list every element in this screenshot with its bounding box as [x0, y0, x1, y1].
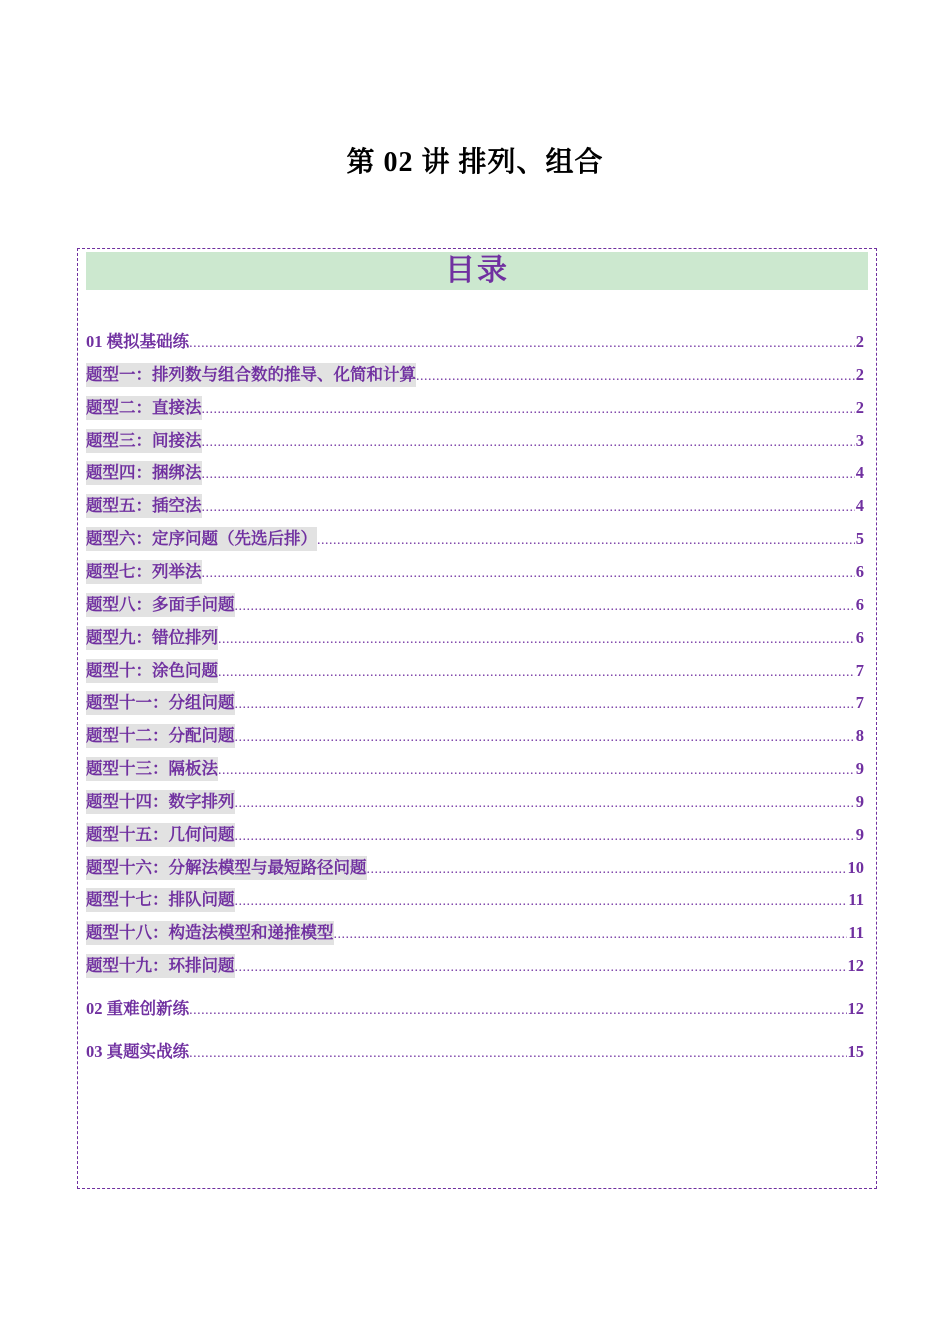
- toc-entry-page-number: 9: [855, 791, 864, 811]
- toc-entry-page-number: 4: [855, 496, 864, 516]
- toc-leader-dots: [202, 400, 855, 420]
- toc-entry-page-number: 2: [855, 332, 864, 351]
- toc-entry-page-number: 6: [855, 594, 864, 614]
- toc-entry[interactable]: [86, 330, 864, 354]
- toc-entry[interactable]: [86, 461, 864, 485]
- toc-entry[interactable]: [86, 560, 864, 584]
- toc-entry-label: 题型十一：分组问题: [86, 691, 235, 715]
- toc-entry-label: 题型九：错位排列: [86, 626, 218, 650]
- toc-entry[interactable]: [86, 659, 864, 683]
- toc-entry-page-number: 6: [855, 627, 864, 647]
- toc-entry-page-number: 12: [847, 956, 864, 976]
- toc-leader-dots: [235, 827, 855, 847]
- toc-leader-dots: [235, 958, 847, 978]
- toc-heading: 目录: [86, 252, 868, 290]
- toc-leader-dots: [235, 695, 855, 715]
- toc-leader-dots: [189, 334, 855, 354]
- toc-entry[interactable]: [86, 626, 864, 650]
- toc-leader-dots: [235, 597, 855, 617]
- toc-entry-label: 题型十四：数字排列: [86, 790, 235, 814]
- toc-leader-dots: [235, 728, 855, 748]
- table-of-contents: [77, 248, 877, 1189]
- toc-entry-label: 题型四：捆绑法: [86, 461, 202, 485]
- toc-entry-page-number: 15: [847, 1042, 864, 1061]
- toc-entry-page-number: 8: [855, 726, 864, 746]
- toc-entry[interactable]: [86, 757, 864, 781]
- toc-leader-dots: [416, 367, 855, 387]
- toc-leader-dots: [218, 663, 855, 683]
- toc-entry-label: 题型七：列举法: [86, 560, 202, 584]
- toc-leader-dots: [218, 630, 855, 650]
- toc-entry-label: 题型一：排列数与组合数的推导、化简和计算: [86, 363, 416, 387]
- toc-entry-label: 02 重难创新练: [86, 999, 190, 1018]
- toc-leader-dots: [189, 1044, 846, 1064]
- toc-entry-label: 题型十三：隔板法: [86, 757, 218, 781]
- toc-entry[interactable]: [86, 856, 864, 880]
- toc-entry[interactable]: [86, 593, 864, 617]
- toc-leader-dots: [235, 794, 855, 814]
- toc-entry-label: 题型十：涂色问题: [86, 659, 218, 683]
- toc-entry-page-number: 11: [848, 923, 864, 943]
- toc-entry-label: 题型十五：几何问题: [86, 823, 235, 847]
- toc-entry-label: 题型十九：环排问题: [86, 954, 235, 978]
- toc-leader-dots: [202, 564, 855, 584]
- toc-entry[interactable]: [86, 823, 864, 847]
- toc-entry-label: 题型三：间接法: [86, 429, 202, 453]
- page-title: 第 02 讲 排列、组合: [346, 147, 604, 178]
- toc-entry-page-number: 2: [855, 364, 864, 384]
- toc-entry-page-number: 3: [855, 430, 864, 450]
- toc-entry-page-number: 11: [848, 890, 864, 910]
- toc-leader-dots: [218, 761, 855, 781]
- toc-entry[interactable]: [86, 1040, 864, 1064]
- toc-entry-label: 题型十七：排队问题: [86, 888, 235, 912]
- toc-entry-page-number: 7: [855, 693, 864, 713]
- toc-entry[interactable]: [86, 363, 864, 387]
- toc-entry-page-number: 10: [847, 857, 864, 877]
- toc-entry-label: 题型五：插空法: [86, 494, 202, 518]
- toc-leader-dots: [202, 498, 855, 518]
- toc-leader-dots: [202, 465, 855, 485]
- toc-entry-page-number: 2: [855, 397, 864, 417]
- toc-leader-dots: [235, 892, 848, 912]
- toc-entry-label: 题型十八：构造法模型和递推模型: [86, 921, 334, 945]
- toc-entry-page-number: 9: [855, 759, 864, 779]
- toc-entry-label: 题型十二：分配问题: [86, 724, 235, 748]
- toc-entry-page-number: 4: [855, 463, 864, 483]
- toc-entry-label: 题型十六：分解法模型与最短路径问题: [86, 856, 367, 880]
- toc-entry[interactable]: [86, 997, 864, 1021]
- toc-entry-page-number: 7: [855, 660, 864, 680]
- toc-leader-dots: [317, 531, 855, 551]
- toc-entry-page-number: 12: [847, 999, 864, 1018]
- toc-entry-page-number: 5: [855, 529, 864, 549]
- toc-entry-page-number: 9: [855, 824, 864, 844]
- toc-entry-page-number: 6: [855, 561, 864, 581]
- toc-entry[interactable]: [86, 527, 864, 551]
- toc-entry-label: 题型六：定序问题（先选后排）: [86, 527, 317, 551]
- toc-entry[interactable]: [86, 691, 864, 715]
- toc-entry[interactable]: [86, 888, 864, 912]
- toc-entry[interactable]: [86, 724, 864, 748]
- toc-entry-label: 01 模拟基础练: [86, 332, 190, 351]
- toc-entry[interactable]: [86, 790, 864, 814]
- toc-leader-dots: [202, 433, 855, 453]
- toc-entry[interactable]: [86, 954, 864, 978]
- toc-entry[interactable]: [86, 396, 864, 420]
- toc-leader-dots: [334, 925, 848, 945]
- toc-entry[interactable]: [86, 429, 864, 453]
- toc-leader-dots: [367, 860, 847, 880]
- toc-entry[interactable]: [86, 494, 864, 518]
- toc-leader-dots: [189, 1001, 846, 1021]
- toc-entry-label: 03 真题实战练: [86, 1042, 190, 1061]
- toc-entry-label: 题型八：多面手问题: [86, 593, 235, 617]
- toc-entry[interactable]: [86, 921, 864, 945]
- toc-entry-label: 题型二：直接法: [86, 396, 202, 420]
